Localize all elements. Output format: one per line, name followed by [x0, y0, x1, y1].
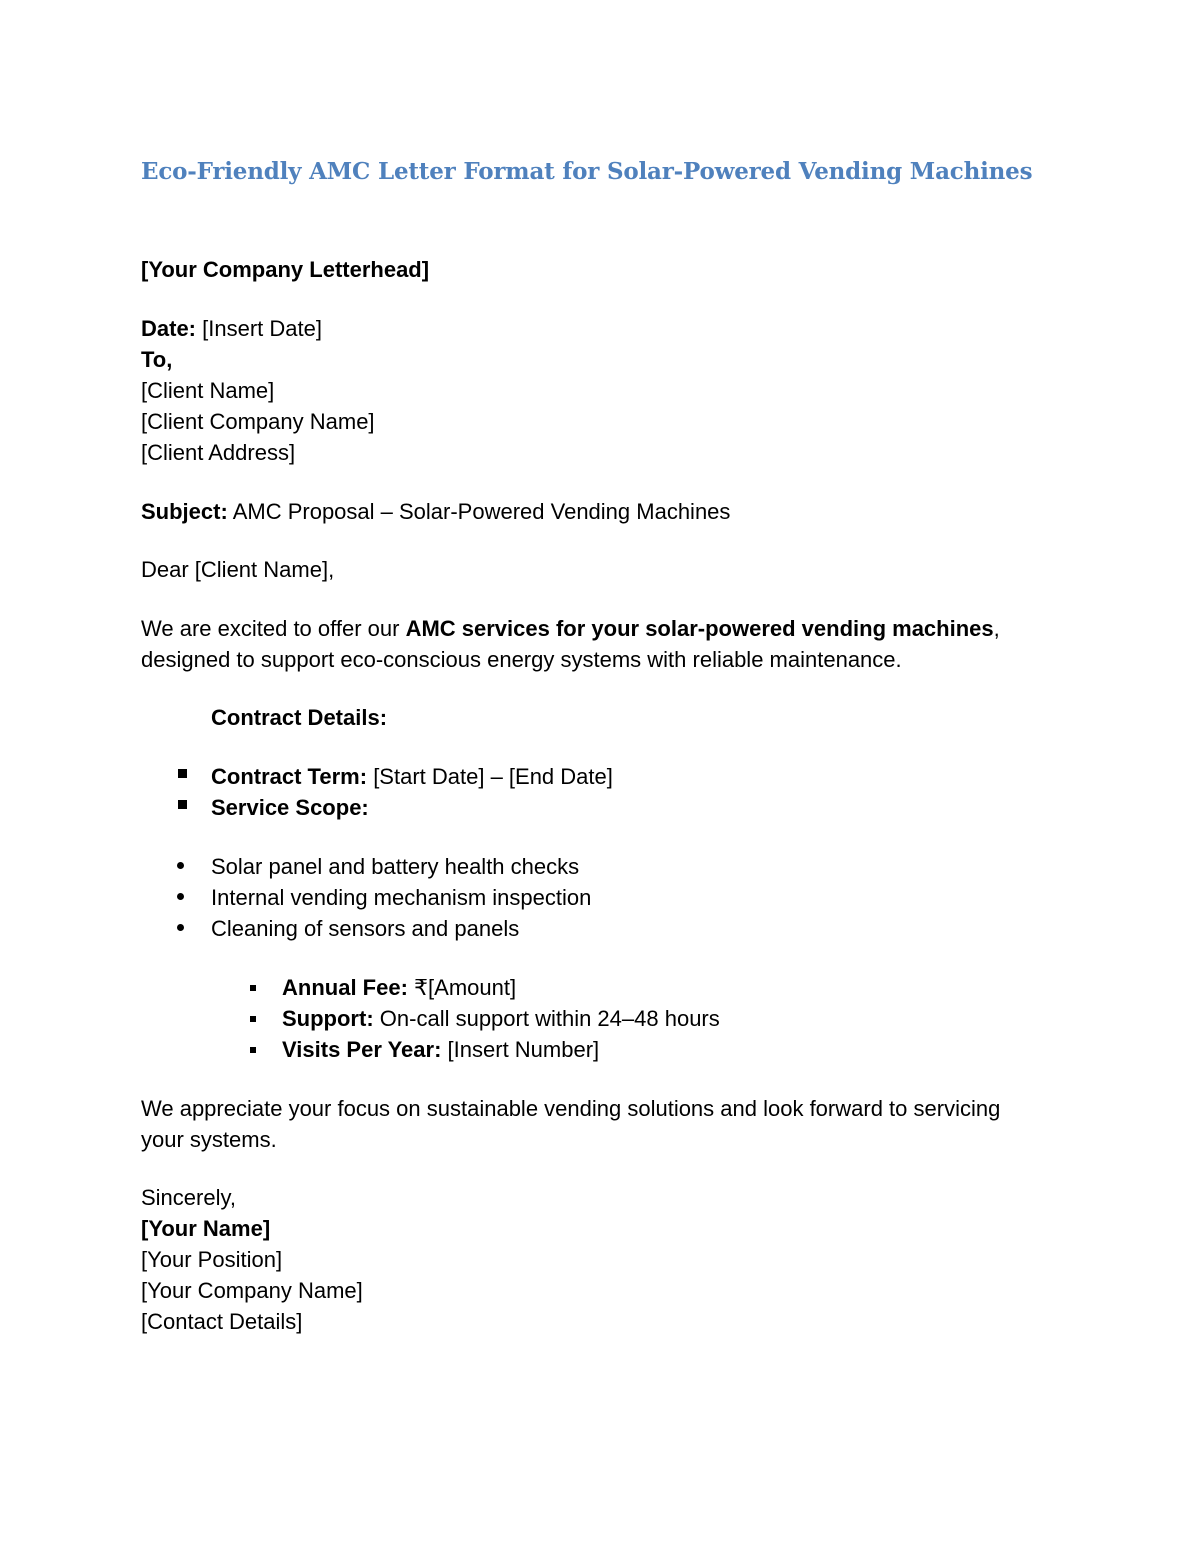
signature-contact: [Contact Details]: [141, 1309, 303, 1334]
square-bullet-icon: [178, 769, 187, 778]
contract-details-heading: Contract Details:: [211, 705, 388, 730]
small-square-bullet-icon: [250, 1047, 256, 1053]
subject-line: [141, 496, 730, 527]
document-title: Eco-Friendly AMC Letter Format for Solar-Powered Vending Machines: [141, 158, 1033, 185]
round-bullet-icon: [177, 924, 184, 931]
scope-item: Internal vending mechanism inspection: [211, 885, 592, 910]
closing-line-2: your systems.: [141, 1127, 277, 1152]
intro-line-1: We are excited to offer our AMC services for your solar-powered vending machines,: [141, 616, 1000, 641]
subject-label: Subject:: [141, 499, 228, 524]
date-line: [141, 313, 322, 344]
detail-item: Visits Per Year: [Insert Number]: [282, 1037, 600, 1062]
small-square-bullet-icon: [250, 985, 256, 991]
intro-line-2: designed to support eco-conscious energy systems with reliable maintenance.: [141, 647, 902, 672]
closing-line-1: We appreciate your focus on sustainable vending solutions and look forward to servicing: [141, 1096, 1001, 1121]
detail-item: Annual Fee: ₹[Amount]: [282, 975, 517, 1000]
square-bullet-icon: [178, 800, 187, 809]
contract-item: Contract Term: [Start Date] – [End Date]: [211, 764, 613, 789]
detail-item: Support: On-call support within 24–48 hours: [282, 1006, 720, 1031]
to-label: To,: [141, 347, 173, 372]
signature-name: [Your Name]: [141, 1216, 271, 1241]
recipient-company: [Client Company Name]: [141, 409, 375, 434]
signature-position: [Your Position]: [141, 1247, 283, 1272]
round-bullet-icon: [177, 893, 184, 900]
small-square-bullet-icon: [250, 1016, 256, 1022]
salutation: Dear [Client Name],: [141, 557, 335, 582]
scope-item: Cleaning of sensors and panels: [211, 916, 520, 941]
scope-item: Solar panel and battery health checks: [211, 854, 580, 879]
recipient-name: [Client Name]: [141, 378, 275, 403]
round-bullet-icon: [177, 862, 184, 869]
date-label: Date:: [141, 316, 197, 341]
signature-company: [Your Company Name]: [141, 1278, 363, 1303]
intro-bold: AMC services for your solar-powered vending machines: [405, 616, 994, 641]
letterhead: [Your Company Letterhead]: [141, 257, 430, 282]
sign-off: Sincerely,: [141, 1185, 236, 1210]
subject-value: AMC Proposal – Solar-Powered Vending Machines: [232, 499, 731, 524]
date-value: [Insert Date]: [202, 316, 322, 341]
contract-item: Service Scope:: [211, 795, 369, 820]
recipient-address: [Client Address]: [141, 440, 296, 465]
